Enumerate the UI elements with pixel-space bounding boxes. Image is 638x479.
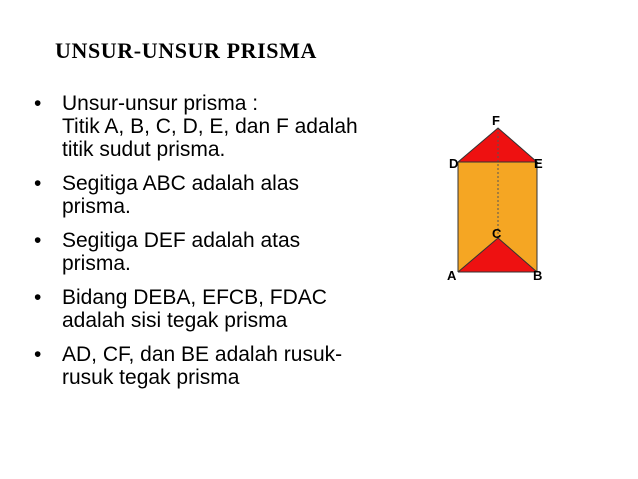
bullet-list: [32, 92, 402, 400]
bullet-line: Titik A, B, C, D, E, dan F adalah: [62, 115, 358, 138]
bullet-line: adalah sisi tegak prisma: [62, 309, 288, 332]
bullet-mark: •: [34, 343, 42, 366]
vertex-label-e: E: [534, 156, 543, 171]
bullet-item-top: [32, 229, 402, 275]
bullet-item-lateral-edges: [32, 343, 402, 389]
slide-title: UNSUR-UNSUR PRISMA: [55, 38, 317, 63]
bullet-line: Segitiga DEF adalah atas: [62, 229, 301, 252]
prism-figure: [440, 110, 555, 290]
bullet-line: AD, CF, dan BE adalah rusuk-: [62, 343, 343, 366]
bullet-line: Segitiga ABC adalah alas: [62, 172, 299, 195]
vertex-label-f: F: [492, 113, 500, 128]
bullet-line: prisma.: [62, 195, 131, 218]
bullet-line: rusuk tegak prisma: [62, 366, 240, 389]
bullet-mark: •: [34, 92, 42, 115]
vertex-label-c: C: [492, 226, 502, 241]
bullet-line: Bidang DEBA, EFCB, FDAC: [62, 286, 327, 309]
bullet-item-lateral-faces: [32, 286, 402, 332]
bullet-mark: •: [34, 172, 42, 195]
prism-diagram: [440, 110, 555, 290]
vertex-label-b: B: [533, 268, 543, 283]
bullet-mark: •: [34, 229, 42, 252]
bullet-line: prisma.: [62, 252, 131, 275]
vertex-label-d: D: [449, 156, 459, 171]
bullet-item-base: [32, 172, 402, 218]
bullet-line: titik sudut prisma.: [62, 138, 226, 161]
bullet-line: Unsur-unsur prisma :: [62, 92, 259, 115]
bullet-item-vertices: [32, 92, 402, 161]
vertex-label-a: A: [447, 268, 457, 283]
bullet-mark: •: [34, 286, 42, 309]
